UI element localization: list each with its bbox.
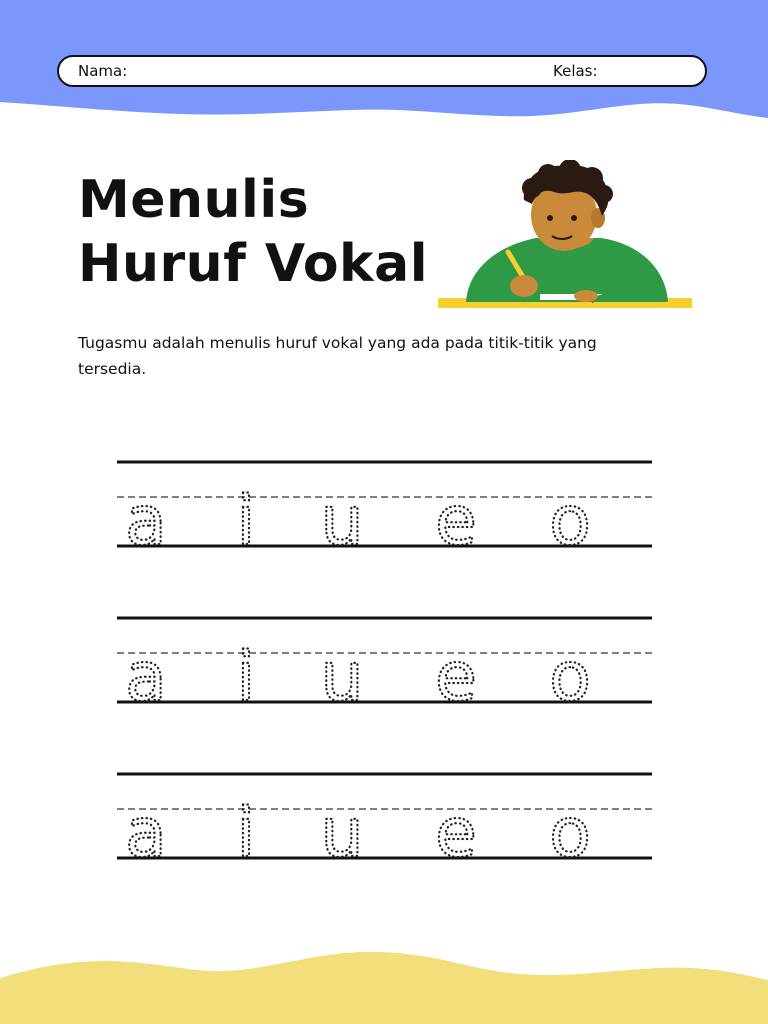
trace-letter-u: u bbox=[320, 794, 364, 873]
page-title bbox=[78, 168, 428, 296]
tracing-row[interactable] bbox=[117, 462, 652, 561]
trace-letter-u: u bbox=[320, 482, 364, 561]
tracing-row[interactable] bbox=[117, 774, 652, 873]
trace-letter-i: i bbox=[236, 482, 256, 561]
bottom-wave-band bbox=[0, 940, 768, 1024]
name-label: Nama: bbox=[78, 62, 128, 80]
trace-letter-a: a bbox=[125, 638, 167, 717]
trace-letter-i: i bbox=[236, 638, 256, 717]
trace-letter-a: a bbox=[125, 482, 167, 561]
trace-letter-u: u bbox=[320, 638, 364, 717]
trace-letter-i: i bbox=[236, 794, 256, 873]
trace-letter-e: e bbox=[435, 794, 477, 873]
title-line-1: Menulis bbox=[78, 170, 310, 230]
trace-letter-a: a bbox=[125, 794, 167, 873]
class-label: Kelas: bbox=[553, 62, 598, 80]
boy-writing-illustration bbox=[436, 160, 692, 318]
trace-letter-o: o bbox=[549, 794, 591, 873]
name-class-field[interactable] bbox=[57, 55, 707, 87]
trace-letter-o: o bbox=[549, 482, 591, 561]
trace-letter-e: e bbox=[435, 638, 477, 717]
instruction-text: Tugasmu adalah menulis huruf vokal yang ada pada titik-titik yang tersedia. bbox=[78, 334, 597, 378]
tracing-row[interactable] bbox=[117, 618, 652, 717]
trace-letter-e: e bbox=[435, 482, 477, 561]
trace-letter-o: o bbox=[549, 638, 591, 717]
title-line-2: Huruf Vokal bbox=[78, 234, 429, 294]
tracing-practice-area[interactable] bbox=[0, 440, 768, 880]
